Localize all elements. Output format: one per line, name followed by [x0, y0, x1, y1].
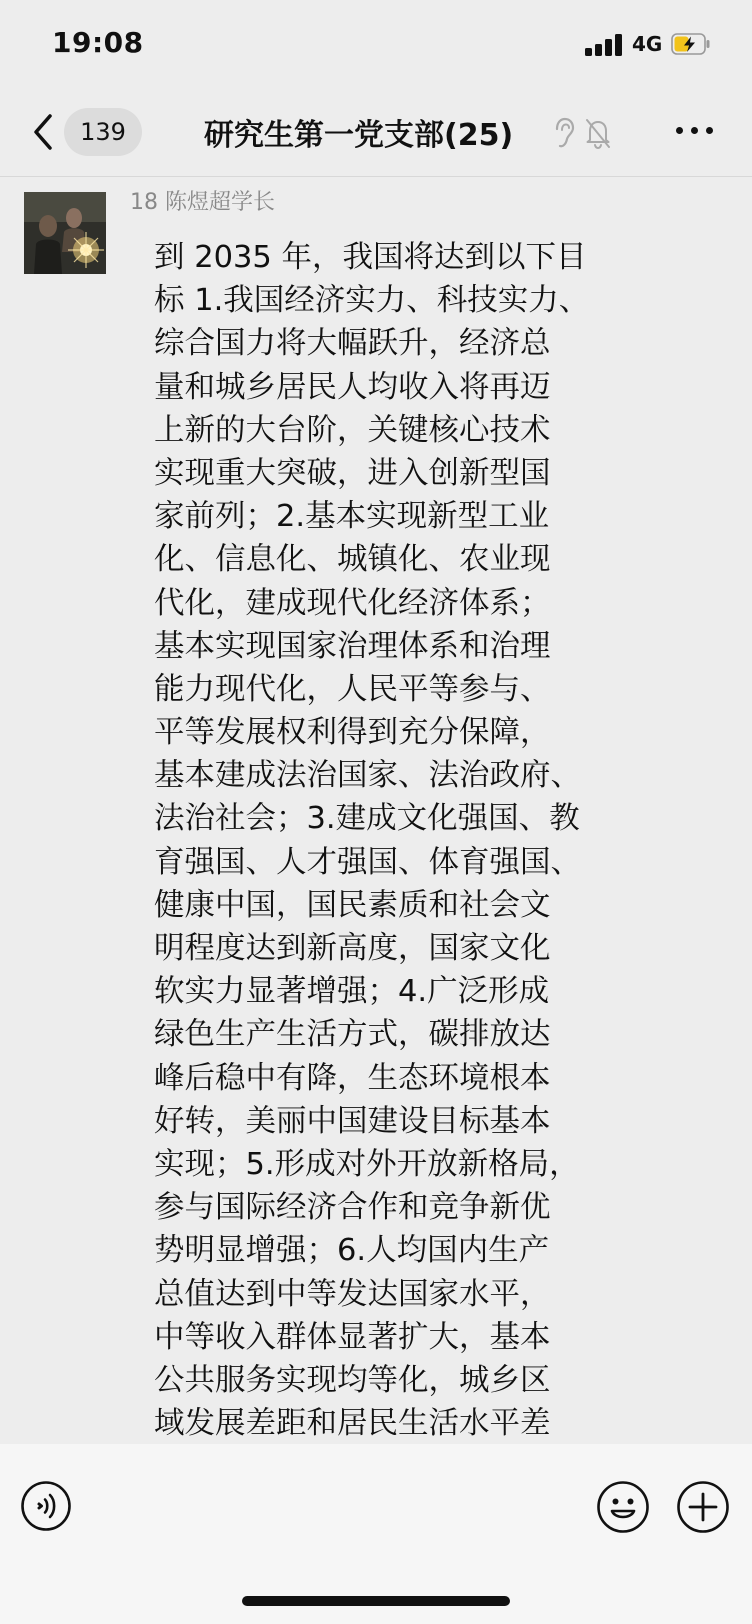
- mute-bell-icon: [584, 116, 612, 150]
- header-divider: [0, 176, 752, 177]
- more-dots-icon[interactable]: [676, 124, 714, 136]
- signal-strength-icon: [585, 34, 625, 56]
- message-text[interactable]: [154, 236, 634, 1444]
- message-line: 基本建成法治国家、法治政府、: [154, 758, 581, 794]
- message-line: 实现；5.形成对外开放新格局，: [154, 1146, 580, 1182]
- message-line: 健康中国，国民素质和社会文: [154, 887, 551, 923]
- ear-icon: [552, 116, 576, 150]
- status-bar: [0, 0, 752, 90]
- message-line: 实现重大突破，进入创新型国: [154, 455, 551, 491]
- message-line: 平等发展权利得到充分保障，: [154, 715, 551, 751]
- chat-header: [0, 90, 752, 178]
- message-line: 明程度达到新高度，国家文化: [154, 931, 551, 966]
- message-line: 中等收入群体显著扩大，基本: [154, 1319, 551, 1355]
- emoji-icon[interactable]: [596, 1480, 650, 1534]
- message-line: 好转，美丽中国建设目标基本: [154, 1103, 551, 1139]
- chat-input-bar: [0, 1444, 752, 1624]
- message-line: 峰后稳中有降，生态环境根本: [154, 1060, 551, 1096]
- message-line: 基本实现国家治理体系和治理: [154, 628, 551, 664]
- message-line: 综合国力将大幅跃升，经济总: [154, 326, 551, 362]
- message-line: 代化，建成现代化经济体系；: [154, 585, 551, 621]
- network-type: 4G: [632, 32, 663, 56]
- message-line: 参与国际经济合作和竞争新优: [154, 1190, 551, 1226]
- message-line: 法治社会；3.建成文化强国、教: [154, 801, 580, 837]
- message-line: 到 2035 年，我国将达到以下目: [154, 240, 587, 275]
- message-line: 公共服务实现均等化，城乡区: [154, 1362, 551, 1398]
- plus-icon[interactable]: [676, 1480, 730, 1534]
- message-line: 总值达到中等发达国家水平，: [154, 1276, 551, 1312]
- sender-name: 18 陈煜超学长: [130, 190, 275, 215]
- home-indicator[interactable]: [242, 1596, 510, 1606]
- battery-charging-icon: [671, 33, 711, 55]
- back-chevron-icon[interactable]: [30, 112, 56, 152]
- message-line: 绿色生产生活方式，碳排放达: [154, 1017, 551, 1053]
- message-line: 上新的大台阶，关键核心技术: [154, 412, 551, 448]
- message-line: 能力现代化，人民平等参与、: [154, 671, 551, 707]
- avatar[interactable]: [24, 192, 106, 274]
- message-line: 化、信息化、城镇化、农业现: [154, 542, 551, 578]
- message-line: 域发展差距和居民生活水平差: [154, 1406, 551, 1442]
- message-line: 量和城乡居民人均收入将再迈: [154, 369, 551, 405]
- voice-icon[interactable]: [20, 1480, 72, 1532]
- message-line: 育强国、人才强国、体育强国、: [154, 844, 581, 880]
- status-time: 19:08: [52, 26, 144, 59]
- message-line: 软实力显著增强；4.广泛形成: [154, 974, 550, 1010]
- unread-count-badge[interactable]: 139: [64, 108, 142, 156]
- message-line: 家前列；2.基本实现新型工业: [154, 499, 550, 535]
- message-line: 势明显增强；6.人均国内生产: [154, 1233, 550, 1269]
- message-line: 标 1.我国经济实力、科技实力、: [154, 283, 590, 319]
- chat-title[interactable]: 研究生第一党支部(25): [204, 118, 514, 153]
